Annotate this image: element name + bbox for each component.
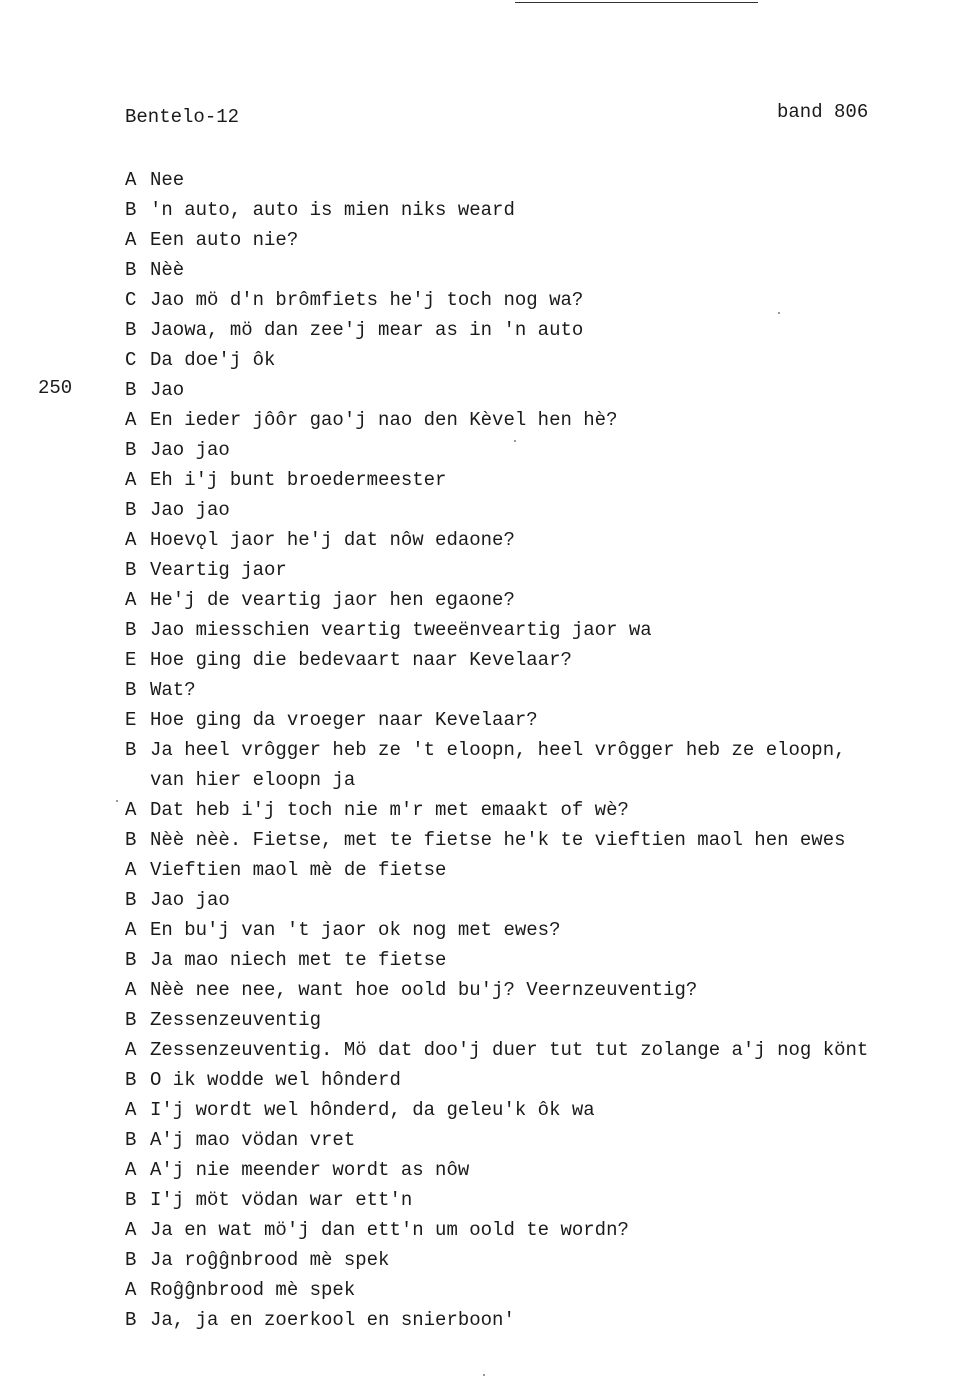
speaker-label: B: [125, 829, 137, 851]
transcript-line: [125, 1215, 868, 1245]
speaker-label: B: [125, 619, 137, 641]
transcript-line: [125, 825, 868, 855]
scan-speck: [483, 1374, 485, 1376]
speaker-label: A: [125, 169, 137, 191]
utterance-text: Wat?: [150, 679, 196, 701]
speaker-label: B: [125, 259, 137, 281]
speaker-label: B: [125, 889, 137, 911]
utterance-text: En bu'j van 't jaor ok nog met ewes?: [150, 919, 561, 941]
speaker-label: E: [125, 709, 137, 731]
transcript-line: [125, 525, 868, 555]
utterance-text: Jao jao: [150, 889, 230, 911]
utterance-text: En ieder jôôr gao'j nao den Kèvel hen hè?: [150, 409, 618, 431]
speaker-label: B: [125, 1249, 137, 1271]
transcript-line: [125, 855, 868, 885]
speaker-label: A: [125, 589, 137, 611]
speaker-label: B: [125, 1309, 137, 1331]
transcript-line: [125, 675, 868, 705]
speaker-label: A: [125, 1039, 137, 1061]
speaker-label: B: [125, 949, 137, 971]
speaker-label: A: [125, 529, 137, 551]
utterance-text: He'j de veartig jaor hen egaone?: [150, 589, 515, 611]
speaker-label: A: [125, 469, 137, 491]
transcript-line: [125, 915, 868, 945]
utterance-text: Jao jao: [150, 439, 230, 461]
speaker-label: B: [125, 199, 137, 221]
utterance-text: Hoevǫl jaor he'j dat nôw edaone?: [150, 529, 515, 551]
speaker-label: B: [125, 679, 137, 701]
transcript-line: [125, 1305, 868, 1335]
utterance-text: Jao: [150, 379, 185, 401]
transcript-line: [125, 1125, 868, 1155]
utterance-text: Ja mao niech met te fietse: [150, 949, 447, 971]
speaker-label: B: [125, 1189, 137, 1211]
transcript-line: [125, 345, 868, 375]
utterance-text: Ja en wat mö'j dan ett'n um oold te wordn?: [150, 1219, 629, 1241]
speaker-label: B: [125, 559, 137, 581]
transcript: [125, 165, 868, 1335]
speaker-label: A: [125, 1279, 137, 1301]
speaker-label: A: [125, 1099, 137, 1121]
transcript-line: [125, 1035, 868, 1065]
transcript-line: [125, 765, 868, 795]
transcript-line: [125, 795, 868, 825]
utterance-text: A'j nie meender wordt as nôw: [150, 1159, 470, 1181]
utterance-text: Zessenzeuventig: [150, 1009, 322, 1031]
transcript-line: [125, 585, 868, 615]
utterance-text: Vieftien maol mè de fietse: [150, 859, 447, 881]
transcript-line: [125, 555, 868, 585]
utterance-text: Jao jao: [150, 499, 230, 521]
speaker-label: B: [125, 319, 137, 341]
speaker-label: B: [125, 1009, 137, 1031]
transcript-line: [125, 195, 868, 225]
speaker-label: B: [125, 379, 137, 401]
transcript-line: [125, 735, 868, 765]
speaker-label: B: [125, 439, 137, 461]
transcript-line: [125, 615, 868, 645]
utterance-text: Hoe ging da vroeger naar Kevelaar?: [150, 709, 538, 731]
transcript-line: [125, 705, 868, 735]
top-rule: [515, 2, 758, 3]
speaker-label: E: [125, 649, 137, 671]
transcript-line: [125, 885, 868, 915]
transcript-line: [125, 495, 868, 525]
utterance-text: Eh i'j bunt broedermeester: [150, 469, 447, 491]
transcript-line: [125, 465, 868, 495]
utterance-text: Veartig jaor: [150, 559, 287, 581]
speaker-label: A: [125, 859, 137, 881]
transcript-line: [125, 375, 868, 405]
speaker-label: B: [125, 499, 137, 521]
transcript-line: [125, 405, 868, 435]
transcript-line: [125, 225, 868, 255]
utterance-text: Jao miesschien veartig tweeënveartig jaor wa: [150, 619, 652, 641]
speaker-label: C: [125, 349, 137, 371]
speaker-label: C: [125, 289, 137, 311]
document-id: Bentelo-12: [125, 106, 240, 128]
utterance-text: Nee: [150, 169, 185, 191]
utterance-text: Een auto nie?: [150, 229, 299, 251]
margin-line-number: 250: [38, 377, 73, 399]
utterance-text: Roĝĝnbrood mè spek: [150, 1279, 356, 1301]
speaker-label: B: [125, 1069, 137, 1091]
transcript-line: [125, 285, 868, 315]
transcript-line: [125, 1065, 868, 1095]
utterance-text: Ja, ja en zoerkool en snierboon': [150, 1309, 515, 1331]
speaker-label: A: [125, 229, 137, 251]
transcript-line: [125, 1275, 868, 1305]
utterance-text: I'j wordt wel hônderd, da geleu'k ôk wa: [150, 1099, 595, 1121]
scan-speck: [514, 440, 516, 442]
transcript-line: [125, 1095, 868, 1125]
transcript-line: [125, 945, 868, 975]
speaker-label: A: [125, 1159, 137, 1181]
transcript-line: [125, 1245, 868, 1275]
utterance-text: Jao mö d'n brômfiets he'j toch nog wa?: [150, 289, 584, 311]
transcript-line: [125, 435, 868, 465]
transcript-line: [125, 645, 868, 675]
transcript-line: [125, 165, 868, 195]
scan-speck: [778, 312, 780, 314]
utterance-text: Dat heb i'j toch nie m'r met emaakt of wè?: [150, 799, 629, 821]
utterance-text: Zessenzeuventig. Mö dat doo'j duer tut tut zolange a'j nog könt: [150, 1039, 869, 1061]
utterance-text: Ja roĝĝnbrood mè spek: [150, 1249, 390, 1271]
utterance-text: Hoe ging die bedevaart naar Kevelaar?: [150, 649, 572, 671]
scan-speck: [116, 800, 118, 802]
transcript-line: [125, 1155, 868, 1185]
transcript-line: [125, 1005, 868, 1035]
utterance-text: A'j mao vödan vret: [150, 1129, 356, 1151]
utterance-text: I'j möt vödan war ett'n: [150, 1189, 413, 1211]
speaker-label: A: [125, 979, 137, 1001]
utterance-text: Da doe'j ôk: [150, 349, 276, 371]
utterance-text: 'n auto, auto is mien niks weard: [150, 199, 515, 221]
speaker-label: B: [125, 1129, 137, 1151]
utterance-text: Nèè: [150, 259, 185, 281]
utterance-text: Ja heel vrôgger heb ze 't eloopn, heel vrôgger heb ze eloopn,: [150, 739, 846, 761]
transcript-line: [125, 255, 868, 285]
speaker-label: A: [125, 919, 137, 941]
utterance-text: van hier eloopn ja: [150, 769, 356, 791]
transcript-line: [125, 975, 868, 1005]
speaker-label: A: [125, 799, 137, 821]
utterance-text: Nèè nèè. Fietse, met te fietse he'k te vieftien maol hen ewes: [150, 829, 846, 851]
utterance-text: O ik wodde wel hônderd: [150, 1069, 401, 1091]
speaker-label: A: [125, 1219, 137, 1241]
utterance-text: Nèè nee nee, want hoe oold bu'j? Veernzeuventig?: [150, 979, 698, 1001]
utterance-text: Jaowa, mö dan zee'j mear as in 'n auto: [150, 319, 584, 341]
transcript-line: [125, 1185, 868, 1215]
transcript-line: [125, 315, 868, 345]
tape-number: band 806: [777, 101, 869, 123]
speaker-label: A: [125, 409, 137, 431]
speaker-label: B: [125, 739, 137, 761]
